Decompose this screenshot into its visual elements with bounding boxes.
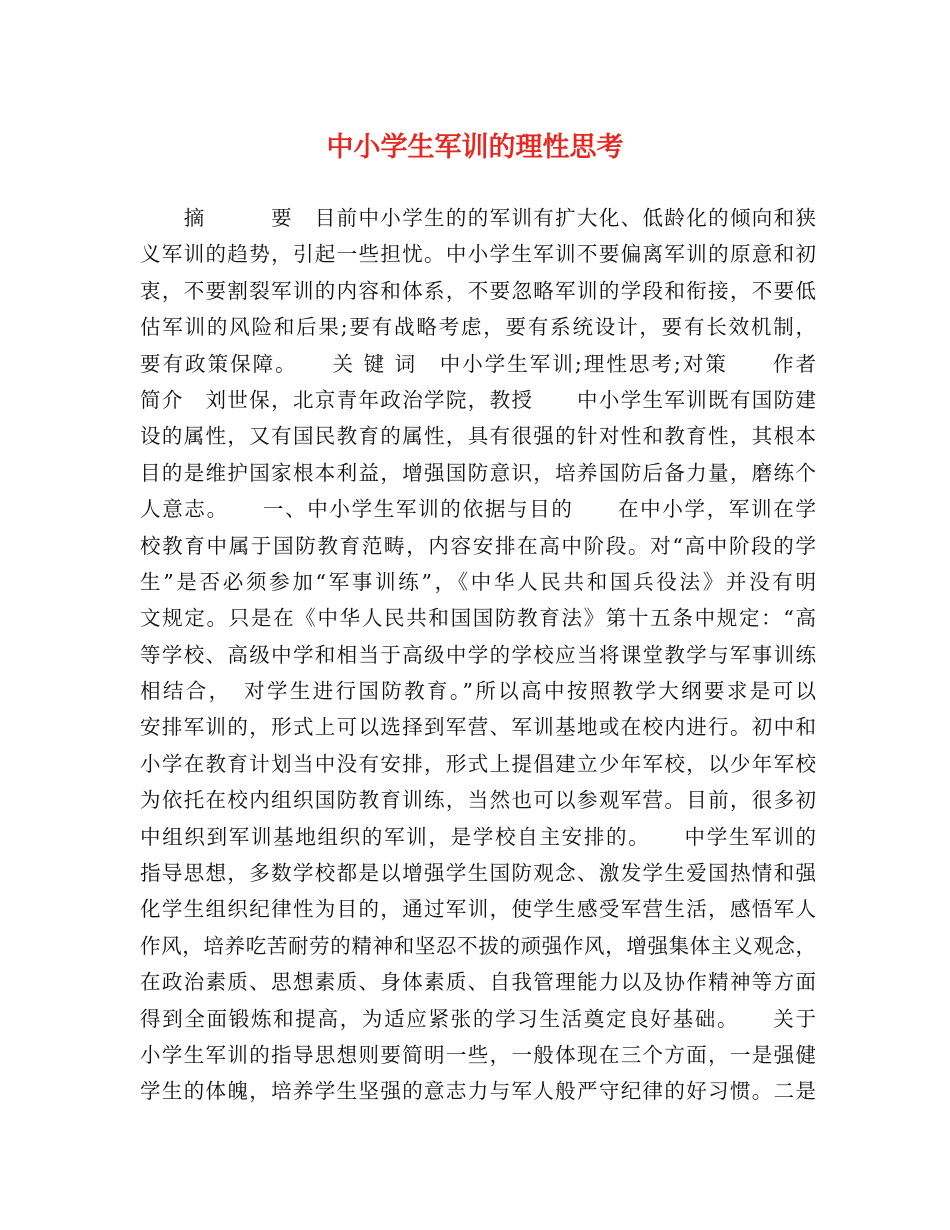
body-text-line: 小学生军训的指导思想则要简明一些，一般体现在三个方面，一是强健 [140, 1042, 816, 1067]
body-text-line: 目的是维护国家根本利益，增强国防意识，培养国防后备力量，磨练个 [140, 460, 816, 485]
body-text-line: 学生的体魄，培养学生坚强的意志力与军人般严守纪律的好习惯。二是 [140, 1079, 816, 1104]
body-text-line: 估军训的风险和后果;要有战略考虑，要有系统设计，要有长效机制， [140, 315, 816, 340]
body-text-line: 文规定。只是在《中华人民共和国国防教育法》第十五条中规定：“高 [140, 606, 816, 631]
body-text-line: 相结合， 对学生进行国防教育。”所以高中按照教学大纲要求是可以 [140, 679, 816, 704]
body-text-line: 简介 刘世保，北京青年政治学院，教授 中小学生军训既有国防建 [140, 387, 816, 412]
body-text-line: 衷，不要割裂军训的内容和体系，不要忽略军训的学段和衔接，不要低 [140, 278, 816, 303]
body-text-line: 为依托在校内组织国防教育训练，当然也可以参观军营。目前，很多初 [140, 788, 816, 813]
body-text-line: 义军训的趋势，引起一些担忧。中小学生军训不要偏离军训的原意和初 [140, 242, 816, 267]
body-text-line: 校教育中属于国防教育范畴，内容安排在高中阶段。对“高中阶段的学 [140, 533, 816, 558]
body-text-line: 人意志。 一、中小学生军训的依据与目的 在中小学，军训在学 [140, 497, 816, 522]
body-text-line: 小学在教育计划当中没有安排，形式上提倡建立少年军校，以少年军校 [140, 751, 816, 776]
body-text-line: 得到全面锻炼和提高，为适应紧张的学习生活奠定良好基础。 关于 [140, 1006, 816, 1031]
body-text-line: 指导思想，多数学校都是以增强学生国防观念、激发学生爱国热情和强 [140, 861, 816, 886]
body-text-line: 摘 要 目前中小学生的的军训有扩大化、低龄化的倾向和狭 [140, 206, 816, 230]
body-text-line: 设的属性，又有国民教育的属性，具有很强的针对性和教育性，其根本 [140, 424, 816, 449]
body-text-line: 中组织到军训基地组织的军训，是学校自主安排的。 中学生军训的 [140, 824, 816, 849]
body-text-line: 在政治素质、思想素质、身体素质、自我管理能力以及协作精神等方面 [140, 970, 816, 995]
document-title: 中小学生军训的理性思考 [326, 132, 624, 163]
body-text-line: 安排军训的，形式上可以选择到军营、军训基地或在校内进行。初中和 [140, 715, 816, 740]
document-body [140, 200, 816, 1110]
body-text-line: 作风，培养吃苦耐劳的精神和坚忍不拔的顽强作风，增强集体主义观念， [140, 933, 816, 958]
body-text-line: 生”是否必须参加“军事训练”，《中华人民共和国兵役法》并没有明 [140, 569, 816, 594]
body-text-line: 要有政策保障。 关 键 词 中小学生军训;理性思考;对策 作者 [140, 351, 816, 376]
body-text-line: 化学生组织纪律性为目的，通过军训，使学生感受军营生活，感悟军人 [140, 897, 816, 922]
body-text-line: 等学校、高级中学和相当于高级中学的学校应当将课堂教学与军事训练 [140, 642, 816, 667]
